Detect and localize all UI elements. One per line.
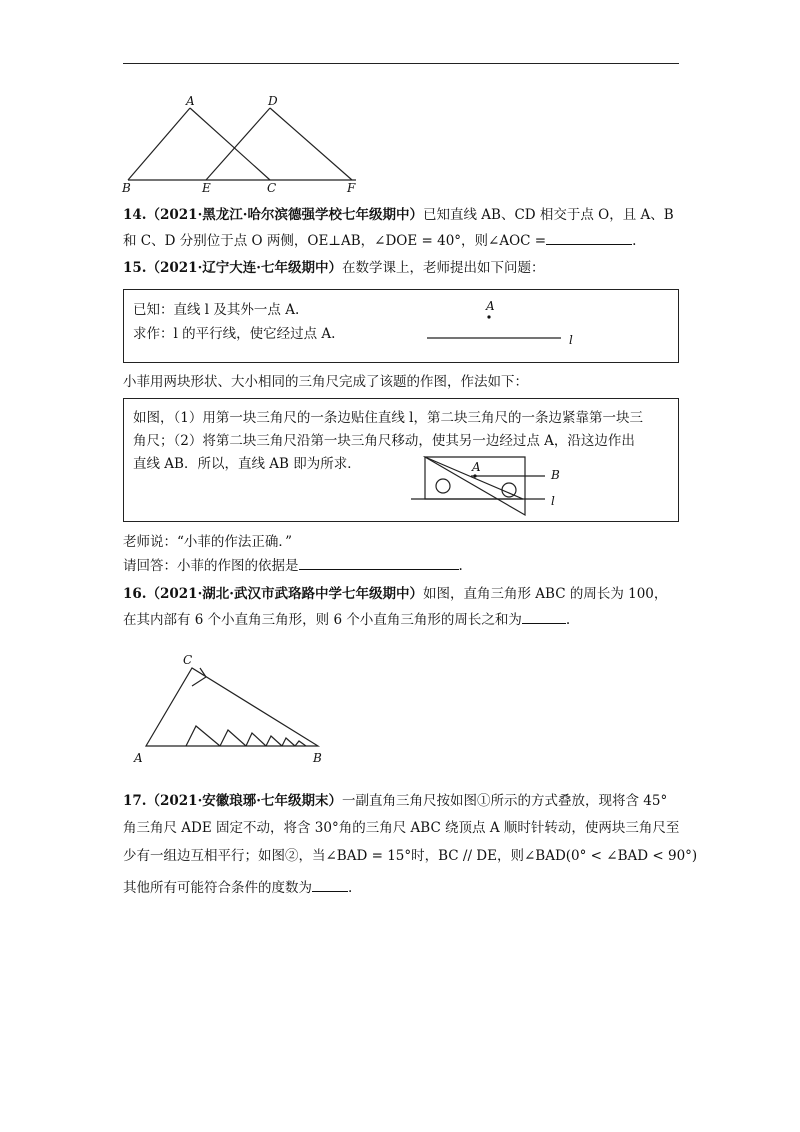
q14-answer-blank[interactable] bbox=[546, 231, 632, 245]
figure-triangles-abc-def bbox=[118, 92, 368, 196]
small-triangle-1 bbox=[186, 726, 220, 746]
q17-line-1 bbox=[123, 791, 667, 811]
q15-mid-line: 小菲用两块形状、大小相同的三角尺完成了该题的作图，作法如下： bbox=[123, 374, 528, 390]
q17-answer-blank[interactable] bbox=[312, 878, 348, 892]
q15-box1-line-1: 已知：直线 l 及其外一点 A. bbox=[133, 302, 300, 318]
label-d: D bbox=[268, 94, 278, 108]
label-c: C bbox=[183, 653, 193, 667]
q16-line-1 bbox=[123, 584, 667, 604]
q16-answer-blank[interactable] bbox=[522, 610, 566, 624]
label-a: A bbox=[472, 460, 481, 474]
label-l: l bbox=[551, 494, 555, 508]
q15-teacher-line: 老师说：“小菲的作法正确．” bbox=[123, 534, 293, 550]
label-a: A bbox=[486, 299, 495, 313]
header-rule bbox=[123, 63, 679, 64]
q17-end: . bbox=[348, 880, 353, 896]
label-f: F bbox=[347, 181, 356, 195]
label-b: B bbox=[313, 751, 322, 765]
label-l: l bbox=[569, 333, 573, 347]
q15-box1-figure bbox=[419, 296, 579, 354]
small-triangle-3 bbox=[246, 733, 266, 746]
small-triangle-5 bbox=[282, 738, 295, 746]
q14-line-1 bbox=[123, 205, 674, 225]
q14-source: （2021·黑龙江·哈尔滨德强学校七年级期中） bbox=[146, 207, 423, 223]
q15-box2-figure bbox=[409, 455, 579, 521]
segment-ed bbox=[206, 108, 270, 180]
q16-line-2 bbox=[123, 610, 570, 630]
q15-answer-blank[interactable] bbox=[299, 556, 459, 570]
set-square-2-hole bbox=[502, 483, 516, 497]
q15-intro: 在数学课上，老师提出如下问题： bbox=[341, 260, 545, 276]
q16-text-2: 在其内部有 6 个小直角三角形，则 6 个小直角三角形的周长之和为 bbox=[123, 612, 522, 628]
q15-number: 15. bbox=[123, 260, 147, 276]
q14-text-2: 和 C、D 分别位于点 O 两侧，OE⊥AB，∠DOE = 40°，则∠AOC = bbox=[123, 233, 547, 249]
q14-number: 14. bbox=[123, 207, 147, 223]
q15-problem-box bbox=[123, 289, 679, 363]
label-e: E bbox=[202, 181, 211, 195]
segment-ac bbox=[190, 108, 270, 180]
q17-text-1: 一副直角三角尺按如图①所示的方式叠放，现将含 45° bbox=[341, 793, 668, 809]
q15-method-box bbox=[123, 398, 679, 522]
q17-line-2: 角三角尺 ADE 固定不动，将含 30°角的三角尺 ABC 绕顶点 A 顺时针转动，使两块三角尺至 bbox=[123, 820, 680, 836]
point-a bbox=[487, 315, 490, 318]
point-a bbox=[473, 474, 476, 477]
segment-df bbox=[270, 108, 352, 180]
q17-text-4: 其他所有可能符合条件的度数为 bbox=[123, 880, 312, 896]
small-triangle-2 bbox=[220, 730, 246, 746]
q14-end: . bbox=[632, 233, 637, 249]
q15-box2-line-2: 角尺；（2）将第二块三角尺沿第一块三角尺移动，使其另一边经过点 A，沿这边作出 bbox=[133, 433, 635, 449]
q15-box2-line-3: 直线 AB．所以，直线 AB 即为所求． bbox=[133, 456, 361, 472]
q17-line-3: 少有一组边互相平行；如图②，当∠BAD = 15°时，BC // DE，则∠BAD(0° < ∠BAD < 90°) bbox=[123, 848, 698, 864]
segment-ba bbox=[128, 108, 190, 180]
q17-source: （2021·安徽琅琊·七年级期末） bbox=[146, 793, 342, 809]
q16-number: 16. bbox=[123, 586, 147, 602]
q16-end: . bbox=[565, 612, 571, 628]
q15-line-1 bbox=[123, 258, 544, 278]
q15-ask: 请回答：小菲的作图的依据是 bbox=[123, 558, 299, 574]
q15-box2-line-1: 如图，（1）用第一块三角尺的一条边贴住直线 l，第二块三角尺的一条边紧靠第一块三 bbox=[133, 410, 643, 426]
q14-line-2 bbox=[123, 231, 636, 251]
set-square-1-hole bbox=[436, 479, 450, 493]
q16-figure bbox=[128, 650, 334, 768]
label-b: B bbox=[122, 181, 131, 195]
q14-text-1: 已知直线 AB、CD 相交于点 O，且 A、B bbox=[422, 207, 674, 223]
right-angle-mark-c bbox=[192, 668, 206, 686]
q15-box1-line-2: 求作：l 的平行线，使它经过点 A. bbox=[133, 326, 336, 342]
small-triangle-6 bbox=[295, 741, 306, 746]
q15-ask-line bbox=[123, 556, 463, 576]
q17-number: 17. bbox=[123, 793, 147, 809]
q15-end: . bbox=[458, 558, 463, 574]
small-triangle-4 bbox=[266, 736, 282, 746]
q15-source: （2021·辽宁大连·七年级期中） bbox=[146, 260, 342, 276]
q16-text-1: 如图，直角三角形 ABC 的周长为 100， bbox=[422, 586, 668, 602]
label-b: B bbox=[551, 468, 560, 482]
label-a: A bbox=[186, 94, 195, 108]
label-a: A bbox=[134, 751, 143, 765]
q17-line-4 bbox=[123, 878, 352, 898]
q16-source: （2021·湖北·武汉市武珞路中学七年级期中） bbox=[146, 586, 423, 602]
label-c: C bbox=[267, 181, 277, 195]
